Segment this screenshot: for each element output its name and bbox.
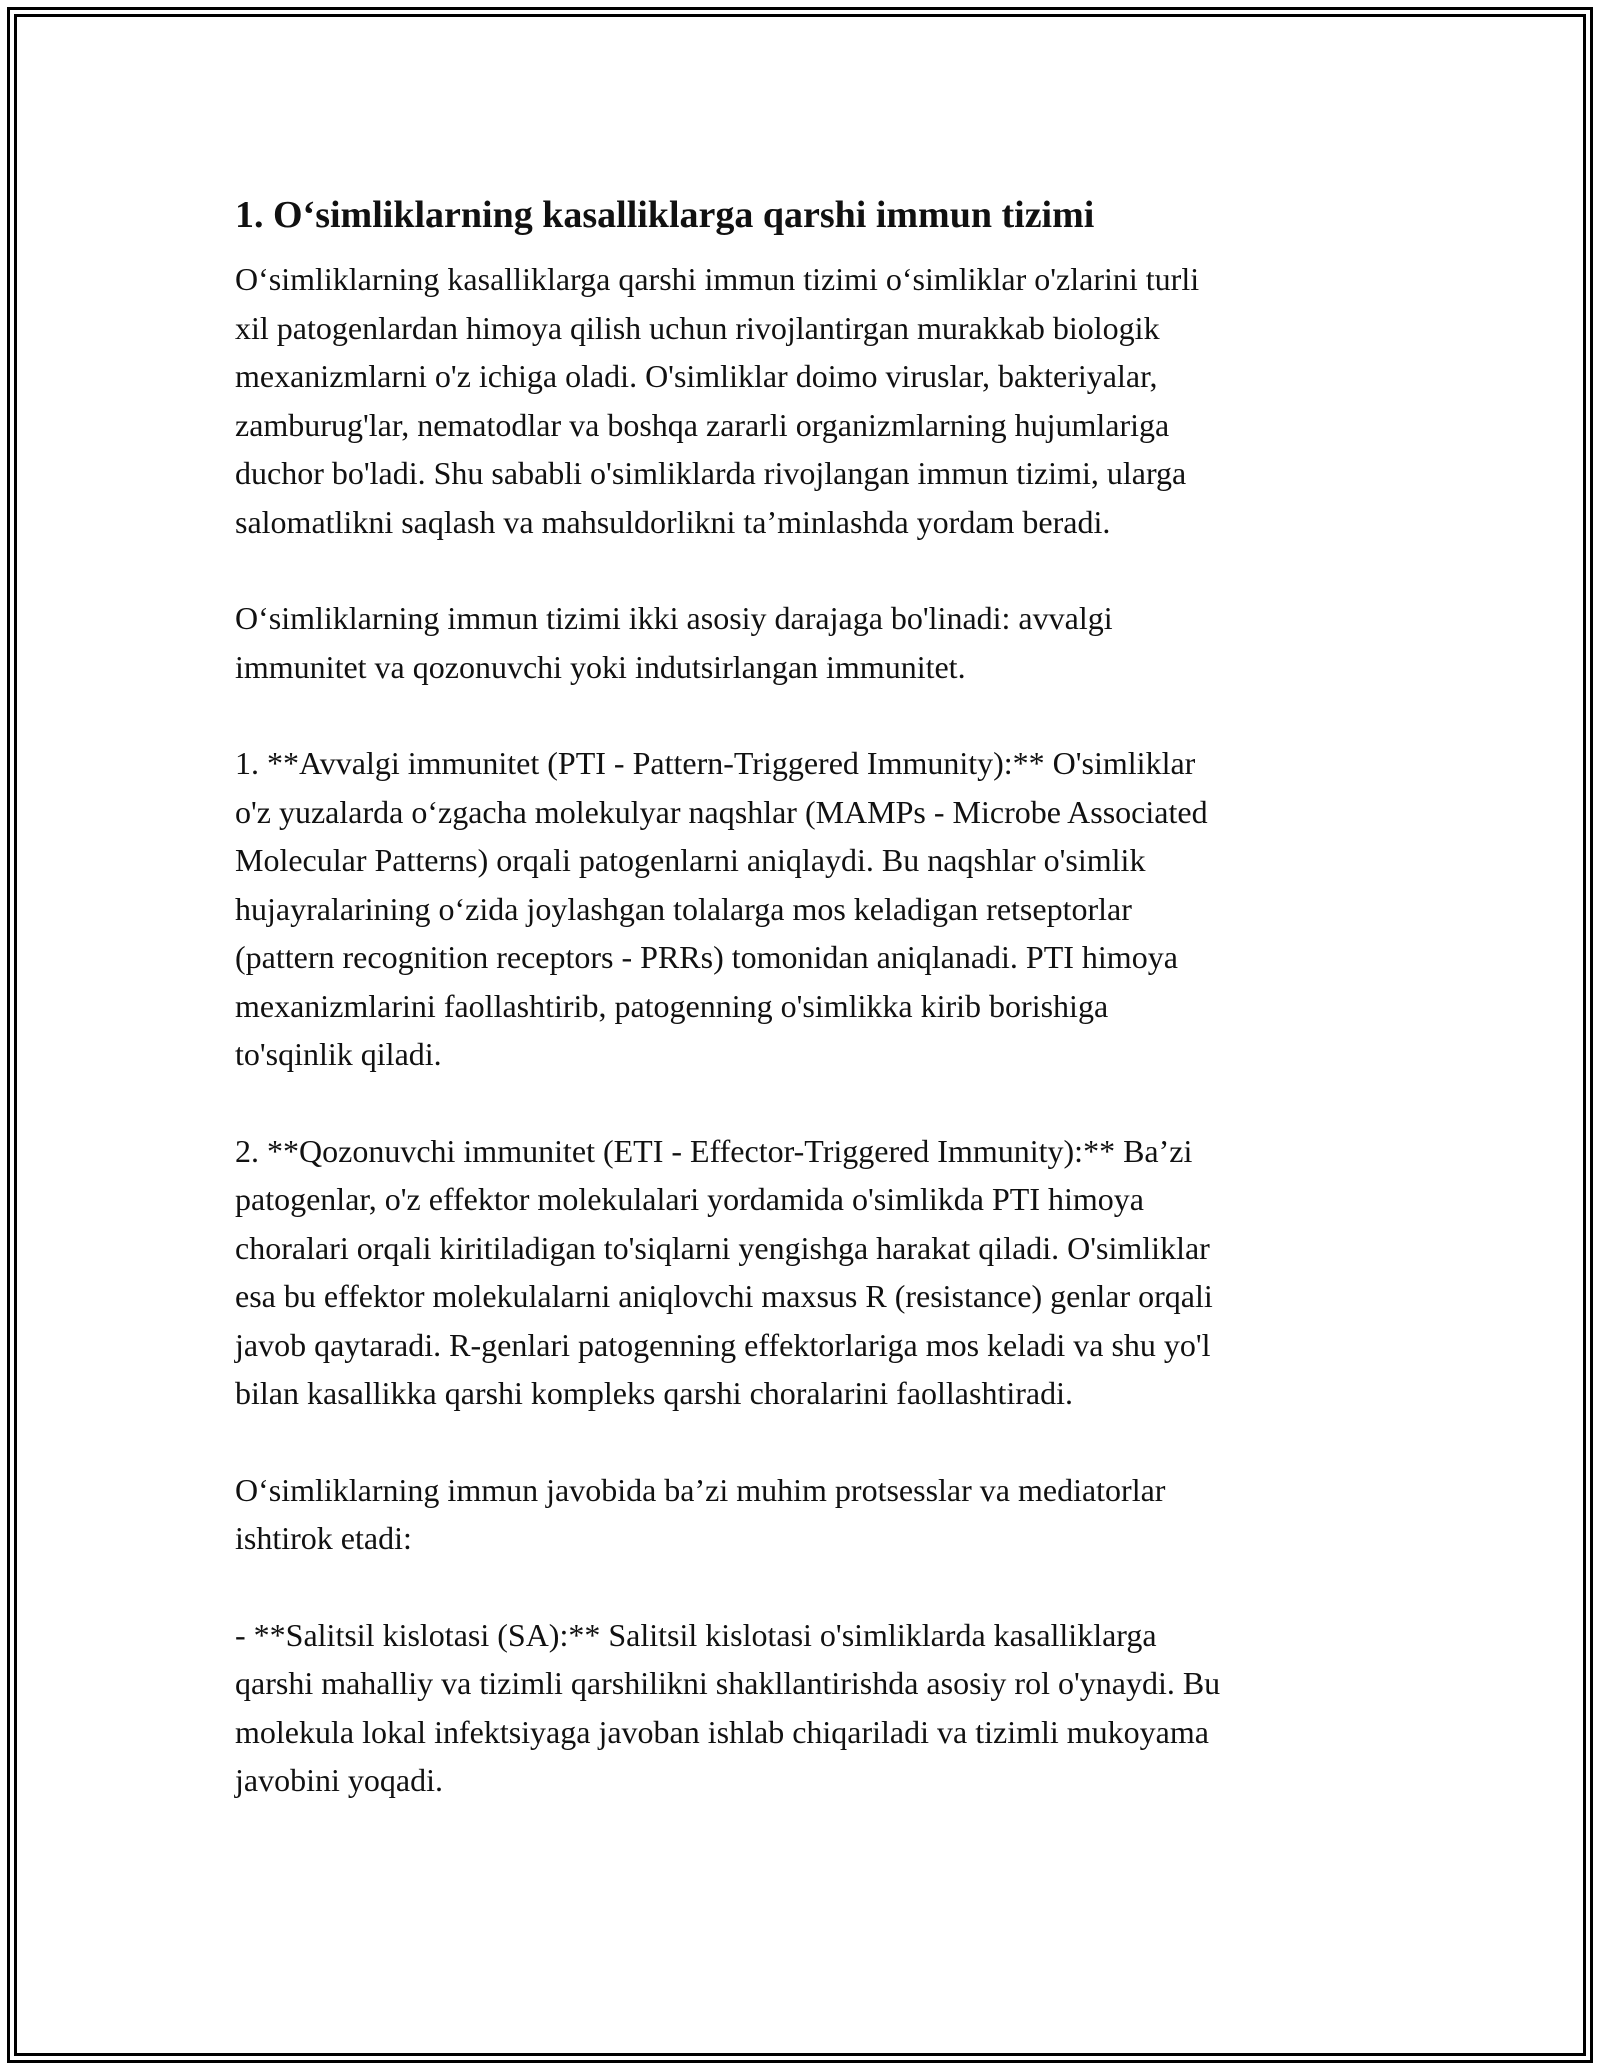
text-line: duchor bo'ladi. Shu sababli o'simliklarda rivojlangan immun tizimi, ularga — [235, 455, 1187, 491]
text-line: choralari orqali kiritiladigan to'siqlarni yengishga harakat qiladi. O'simliklar — [235, 1229, 1210, 1266]
document-heading: 1. O‘simliklarning kasalliklarga qarshi immun tizimi — [235, 194, 1095, 236]
text-line: xil patogenlardan himoya qilish uchun rivojlantirgan murakkab biologik — [235, 309, 1160, 346]
paragraph-intro — [235, 255, 1375, 546]
text-line: bilan kasallikka qarshi kompleks qarshi choralarini faollashtiradi. — [235, 1375, 1073, 1411]
text-line: hujayralarining o‘zida joylashgan tolalarga mos keladigan retseptorlar — [235, 890, 1132, 927]
text-line: 2. **Qozonuvchi immunitet (ETI - Effector-Triggered Immunity):** Ba’zi — [235, 1132, 1193, 1169]
text-line: esa bu effektor molekulalarni aniqlovchi maxsus R (resistance) genlar orqali — [235, 1278, 1213, 1314]
text-line: zamburug'lar, nematodlar va boshqa zararli organizmlarning hujumlariga — [235, 406, 1170, 443]
text-line: Molecular Patterns) orqali patogenlarni aniqlaydi. Bu naqshlar o'simlik — [235, 842, 1146, 878]
text-line: patogenlar, o'z effektor molekulalari yordamida o'simlikda PTI himoya — [235, 1181, 1144, 1217]
text-line: O‘simliklarning immun javobida ba’zi muhim protsesslar va mediatorlar — [235, 1471, 1166, 1508]
text-line: to'sqinlik qiladi. — [235, 1036, 442, 1072]
paragraph-salicylic-acid — [235, 1611, 1375, 1805]
text-line: qarshi mahalliy va tizimli qarshilikni shakllantirishda asosiy rol o'ynaydi. Bu — [235, 1665, 1221, 1701]
paragraph-pti — [235, 739, 1375, 1079]
text-line: ishtirok etadi: — [235, 1520, 412, 1556]
text-line: mexanizmlarini faollashtirib, patogenning o'simlikka kirib borishiga — [235, 987, 1109, 1024]
text-line: (pattern recognition receptors - PRRs) tomonidan aniqlanadi. PTI himoya — [235, 939, 1178, 975]
text-line: mexanizmlarni o'z ichiga oladi. O'simliklar doimo viruslar, bakteriyalar, — [235, 358, 1158, 394]
text-line: salomatlikni saqlash va mahsuldorlikni ta’minlashda yordam beradi. — [235, 503, 1111, 540]
text-line: javobini yoqadi. — [235, 1762, 443, 1798]
text-line: O‘simliklarning immun tizimi ikki asosiy darajaga bo'linadi: avvalgi — [235, 600, 1113, 636]
text-line: - **Salitsil kislotasi (SA):** Salitsil kislotasi o'simliklarda kasalliklarga — [235, 1616, 1157, 1653]
paragraph-eti — [235, 1127, 1375, 1418]
text-line: javob qaytaradi. R-genlari patogenning effektorlariga mos keladi va shu yo'l — [235, 1326, 1211, 1363]
text-line: immunitet va qozonuvchi yoki indutsirlangan immunitet. — [235, 648, 966, 685]
paragraph-levels — [235, 594, 1375, 691]
document-body — [235, 187, 1375, 1805]
text-line: molekula lokal infektsiyaga javoban ishlab chiqariladi va tizimli mukoyama — [235, 1713, 1209, 1750]
text-line: O‘simliklarning kasalliklarga qarshi immun tizimi o‘simliklar o'zlarini turli — [235, 261, 1200, 297]
text-line: o'z yuzalarda o‘zgacha molekulyar naqshlar (MAMPs - Microbe Associated — [235, 793, 1208, 830]
text-line: 1. **Avvalgi immunitet (PTI - Pattern-Triggered Immunity):** O'simliklar — [235, 745, 1196, 781]
paragraph-mediators — [235, 1466, 1375, 1563]
